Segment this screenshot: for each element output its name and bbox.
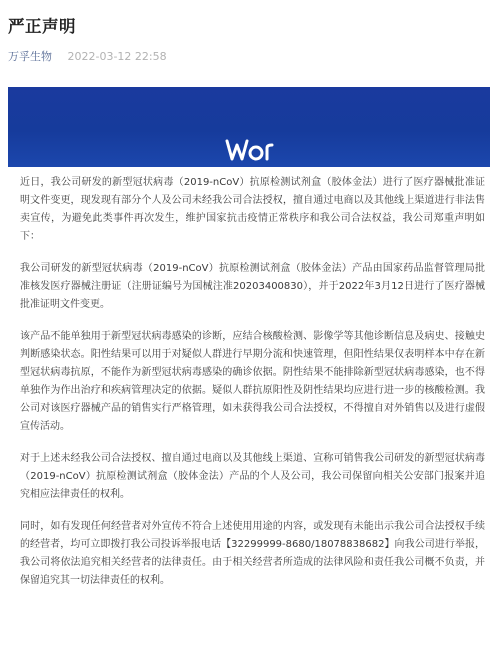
wondfo-logo-icon: [224, 137, 274, 167]
article-title: 严正声明: [8, 17, 76, 36]
publish-date: 2022-03-12 22:58: [67, 50, 167, 63]
paragraph-legal: 对于上述未经我公司合法授权、擅自通过电商以及其他线上渠道、宣称可销售我公司研发的新型冠状病毒（2019-nCoV）抗原检测试剂盒（胶体金法）产品的个人及公司，我公司保留向相关公安部门报案并追究相应法律责任的权利。: [20, 453, 485, 500]
paragraph-intro: 近日，我公司研发的新型冠状病毒（2019-nCoV）抗原检测试剂盒（胶体金法）进行了医疗器械批准证明文件变更，现发现有部分个人及公司未经我公司合法授权，擅自通过电商以及其他线上渠道进行非法售卖宣传，为避免此类事件再次发生，维护国家抗击疫情正常秩序和我公司合法权益，我公司郑重声明如下：: [20, 177, 485, 242]
author-link[interactable]: 万孚生物: [8, 50, 52, 63]
article-meta: [8, 50, 167, 64]
header-banner: [8, 87, 490, 167]
paragraph-registration: 我公司研发的新型冠状病毒（2019-nCoV）抗原检测试剂盒（胶体金法）产品由国家药品监督管理局批准核发医疗器械注册证（注册证编号为国械注准20203400830），并于2022年3月12日进行了医疗器械批准证明文件变更。: [20, 263, 485, 310]
article-body: [20, 174, 485, 590]
paragraph-report: 同时，如有发现任何经营者对外宣传不符合上述使用用途的内容，或发现有未能出示我公司合法授权手续的经营者，均可立即拨打我公司投诉举报电话【32299999-8680/18078838682】向我公司进行举报，我公司将依法追究相关经营者的法律责任。由于相关经营者所造成的法律风险和责任我公司概不负责，并保留追究其一切法律责任的权利。: [20, 521, 485, 586]
paragraph-usage: 该产品不能单独用于新型冠状病毒感染的诊断，应结合核酸检测、影像学等其他诊断信息及病史、接触史判断感染状态。阳性结果可以用于对疑似人群进行早期分流和快速管理，但阳性结果仅表明样本中存在新型冠状病毒抗原，不能作为新型冠状病毒感染的确诊依据。阴性结果不能排除新型冠状病毒感染，也不得单独作为作出治疗和疾病管理决定的依据。疑似人群抗原阳性及阴性结果均应进行进一步的核酸检测。我公司对该医疗器械产品的销售实行严格管理，如未获得我公司合法授权，不得擅自对外销售以及进行虚假宣传活动。: [20, 331, 485, 432]
